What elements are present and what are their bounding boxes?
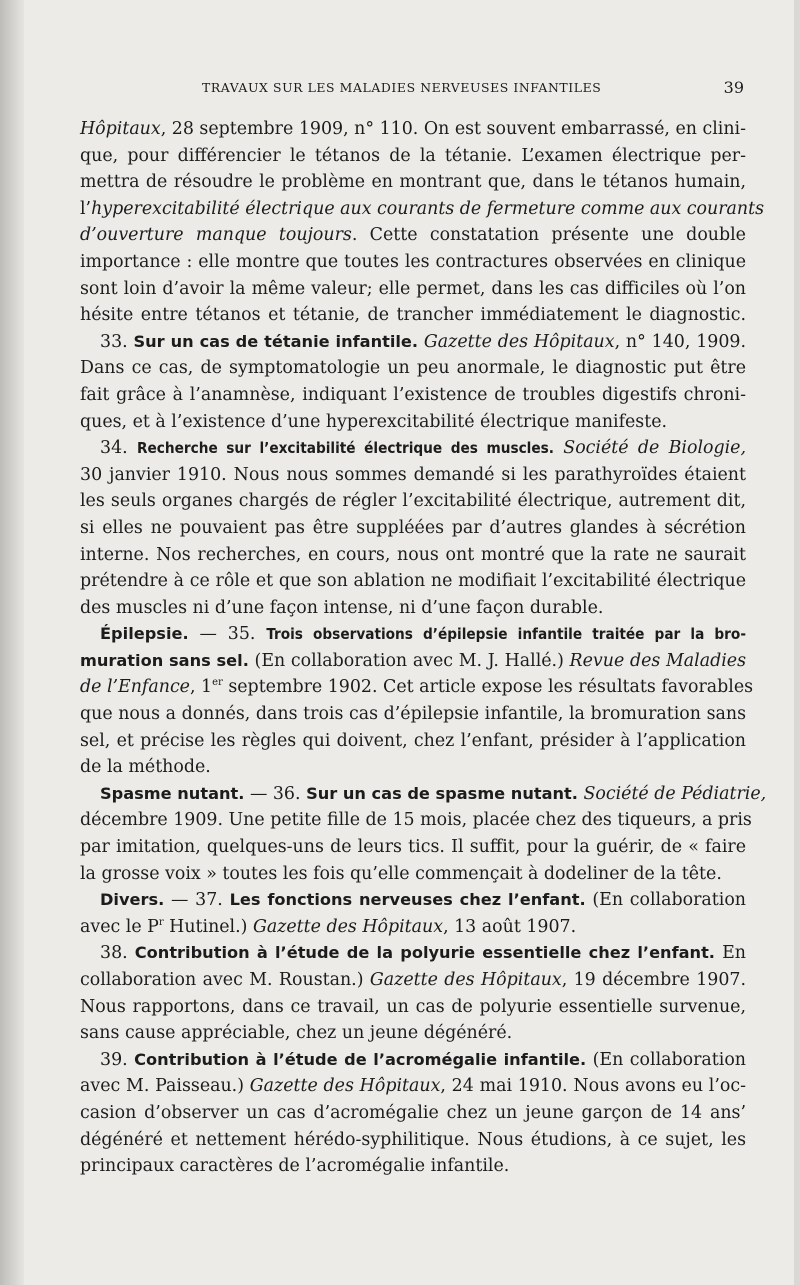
text-line: ques, et à l’existence d’une hyperexcitabilité électrique manifeste. bbox=[80, 411, 668, 432]
text-line: de la méthode. bbox=[80, 757, 211, 778]
text-span: En bbox=[714, 943, 746, 964]
text-line bbox=[80, 1073, 746, 1100]
text-span: Hutinel.) bbox=[163, 916, 253, 937]
text-line: interne. Nos recherches, en cours, nous ont montré que la rate ne saurait bbox=[80, 544, 746, 565]
text-line: fait grâce à l’anamnèse, indiquant l’existence de troubles digestifs chroni- bbox=[80, 384, 746, 405]
entry-number: — 35. bbox=[188, 624, 267, 645]
text-line bbox=[80, 222, 746, 249]
text-span: collaboration avec M. Roustan.) bbox=[80, 970, 370, 990]
entry-number: 39. bbox=[100, 1049, 128, 1070]
entry-title: Recherche sur l’excitabilité électrique des muscles. bbox=[137, 439, 554, 458]
section-label: Épilepsie. bbox=[100, 624, 189, 644]
text-line: importance : elle montre que toutes les contractures observées en clinique bbox=[80, 251, 746, 272]
entry-34-heading bbox=[80, 435, 746, 462]
entry-39-heading bbox=[80, 1047, 746, 1074]
text-span: septembre 1902. Cet article expose les résultats favorables bbox=[222, 677, 754, 698]
entry-number: 33. bbox=[100, 331, 128, 352]
journal-name: Gazette des Hôpitaux bbox=[252, 916, 444, 937]
entry-36-heading bbox=[80, 781, 767, 808]
running-header bbox=[80, 78, 744, 102]
journal-name: Gazette des Hôpitaux bbox=[369, 970, 562, 990]
text-line bbox=[80, 116, 746, 143]
text-line bbox=[80, 674, 754, 701]
text-span: , 1 bbox=[189, 677, 213, 698]
entry-number: 38. bbox=[100, 943, 128, 964]
text-line: la grosse voix » toutes les fois qu’elle commençait à dodeliner de la tête. bbox=[80, 863, 722, 884]
entry-title: Sur un cas de spasme nutant. bbox=[306, 783, 578, 803]
text-span: , 28 septembre 1909, n° 110. On est souvent embarrassé, en clini- bbox=[160, 119, 746, 139]
entry-title: Sur un cas de tétanie infantile. bbox=[133, 331, 419, 351]
entry-33-heading bbox=[80, 329, 746, 356]
emphasis: hyperexcitabilité électrique aux courants de fermeture comme aux courants bbox=[91, 198, 764, 219]
journal-name: Gazette des Hôpitaux bbox=[249, 1076, 441, 1097]
emphasis: d’ouverture manque toujours bbox=[80, 225, 352, 246]
text-line: dégénéré et nettement hérédo-syphilitique. Nous étudions, à ce sujet, les bbox=[80, 1129, 746, 1150]
text-line: mettra de résoudre le problème en montrant que, dans le tétanos humain, bbox=[80, 172, 746, 193]
entry-number: — 37. bbox=[164, 890, 230, 911]
text-line: hésite entre tétanos et tétanie, de trancher immédiatement le diagnostic. bbox=[80, 305, 746, 326]
superscript: r bbox=[158, 917, 164, 929]
text-line: sel, et précise les règles qui doivent, chez l’enfant, présider à l’application bbox=[80, 730, 746, 751]
section-label: Divers. bbox=[100, 890, 165, 910]
text-line: les seuls organes chargés de régler l’excitabilité électrique, autrement dit, bbox=[80, 491, 746, 512]
text-line: Nous rapportons, dans ce travail, un cas de polyurie essentielle survenue, bbox=[80, 996, 746, 1017]
entry-title: Contribution à l’étude de la polyurie essentielle chez l’enfant. bbox=[134, 943, 715, 963]
entry-number: — 36. bbox=[244, 783, 307, 804]
section-label: Spasme nutant. bbox=[100, 783, 245, 803]
text-line bbox=[80, 648, 746, 675]
text-line: 30 janvier 1910. Nous nous sommes demandé si les parathyroïdes étaient bbox=[80, 464, 746, 485]
page-edge-shadow bbox=[0, 0, 24, 1285]
text-span: , 19 décembre 1907. bbox=[561, 970, 746, 990]
text-span: (En collaboration bbox=[585, 890, 746, 911]
text-span: , n° 140, 1909. bbox=[614, 331, 746, 352]
text-span: , 24 mai 1910. Nous avons eu l’oc- bbox=[440, 1076, 746, 1097]
entry-title: muration sans sel. bbox=[80, 650, 249, 670]
text-line: par imitation, quelques-uns de leurs tics. Il suffit, pour la guérir, de « faire bbox=[80, 837, 746, 858]
journal-name: Hôpitaux bbox=[80, 119, 161, 139]
header-title: TRAVAUX SUR LES MALADIES NERVEUSES INFANTILES bbox=[202, 80, 602, 95]
text-span: avec M. Paisseau.) bbox=[80, 1076, 250, 1097]
text-line: casion d’observer un cas d’acromégalie chez un jeune garçon de 14 ans’ bbox=[80, 1102, 746, 1123]
text-line: si elles ne pouvaient pas être suppléées par d’autres glandes à sécrétion bbox=[80, 517, 746, 538]
text-span: , 13 août 1907. bbox=[443, 916, 577, 937]
entry-number: 34. bbox=[100, 438, 128, 459]
text-line bbox=[80, 967, 746, 994]
journal-name: de l’Enfance bbox=[80, 677, 190, 698]
journal-name: Société de Biologie, bbox=[563, 438, 746, 459]
text-line: que, pour différencier le tétanos de la tétanie. L’examen électrique per- bbox=[80, 145, 746, 166]
superscript: er bbox=[212, 677, 223, 689]
entry-title: Les fonctions nerveuses chez l’enfant. bbox=[229, 890, 586, 910]
entry-38-heading bbox=[80, 940, 746, 967]
text-line: que nous a donnés, dans trois cas d’épilepsie infantile, la bromuration sans bbox=[80, 704, 746, 725]
entry-35-heading bbox=[80, 621, 746, 648]
text-span: l’ bbox=[80, 198, 92, 219]
text-line bbox=[80, 196, 764, 223]
journal-name: Gazette des Hôpitaux bbox=[423, 331, 615, 352]
entry-title: Trois observations d’épilepsie infantile traitée par la bro- bbox=[266, 625, 746, 644]
text-line: Dans ce cas, de symptomatologie un peu anormale, le diagnostic put être bbox=[80, 358, 746, 379]
entry-37-heading bbox=[80, 887, 746, 914]
page-number: 39 bbox=[723, 78, 744, 97]
page-edge-right bbox=[794, 0, 800, 1285]
text-line: sont loin d’avoir la même valeur; elle permet, dans les cas difficiles où l’on bbox=[80, 278, 746, 299]
text-line: des muscles ni d’une façon intense, ni d’une façon durable. bbox=[80, 597, 604, 618]
journal-name: Société de Pédiatrie, bbox=[583, 783, 767, 804]
entry-title: Contribution à l’étude de l’acromégalie infantile. bbox=[134, 1049, 587, 1069]
text-line: décembre 1909. Une petite fille de 15 mois, placée chez des tiqueurs, a pris bbox=[80, 810, 752, 831]
text-line: principaux caractères de l’acromégalie infantile. bbox=[80, 1156, 510, 1177]
text-span: (En collaboration bbox=[586, 1049, 747, 1070]
text-span: . Cette constatation présente une double bbox=[351, 225, 746, 246]
text-line: prétendre à ce rôle et que son ablation ne modifiait l’excitabilité électrique bbox=[80, 571, 746, 592]
text-line bbox=[80, 914, 746, 941]
journal-name: Revue des Maladies bbox=[569, 650, 746, 671]
text-line: sans cause appréciable, chez un jeune dégénéré. bbox=[80, 1023, 513, 1044]
text-span: (En collaboration avec M. J. Hallé.) bbox=[248, 650, 570, 671]
text-span: avec le P bbox=[80, 916, 159, 937]
page-body bbox=[80, 116, 767, 1180]
